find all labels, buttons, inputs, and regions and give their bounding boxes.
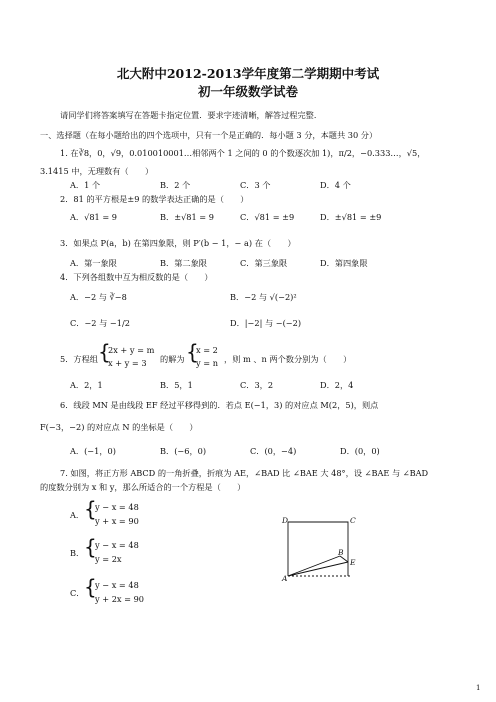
q4-option-c: C．−2 与 −1/2 [70, 318, 130, 328]
q7-option-c-label: C． [70, 588, 85, 598]
figure-label-d: D [282, 516, 289, 525]
q5-solution-line2: y = n [196, 358, 218, 368]
q2-option-b: B．±√81 = 9 [160, 212, 214, 222]
q7-option-c-eq1: y − x = 48 [95, 580, 139, 590]
question-5-mid: 的解为 [160, 354, 185, 364]
figure-label-c: C [350, 516, 356, 525]
page-number: 1 [476, 684, 481, 692]
q5-system-line1: 2x + y = m [108, 345, 155, 355]
question-5-prefix: 5．方程组 [60, 354, 98, 364]
figure-label-e: E [350, 558, 356, 567]
q6-option-a: A．(−1，0) [70, 446, 116, 456]
q5-system-line2: x + y = 3 [108, 358, 147, 368]
q7-option-c-eq2: y + 2x = 90 [95, 594, 145, 604]
question-4: 4．下列各组数中互为相反数的是（ ） [60, 272, 213, 282]
question-5-suffix: ，则 m 、n 两个数分别为（ ） [224, 354, 352, 364]
exam-title: 北大附中2012-2013学年度第二学期期中考试 [116, 66, 380, 81]
q4-option-a: A．−2 与 ∛−8 [70, 292, 127, 302]
q6-option-d: D．(0，0) [340, 446, 380, 456]
q7-option-b-eq2: y = 2x [95, 554, 122, 564]
q7-option-a-label: A． [70, 510, 85, 520]
q5-option-b: B．5，1 [160, 380, 193, 390]
question-2: 2．81 的平方根是±9 的数学表达正确的是（ ） [60, 194, 249, 204]
q4-option-d: D．|−2| 与 −(−2) [230, 318, 302, 328]
question-1-line2: 3.1415 中，无理数有（ ） [40, 166, 154, 176]
q2-option-c: C．√81 = ±9 [240, 212, 295, 222]
q2-option-a: A．√81 = 9 [70, 212, 118, 222]
q2-option-d: D．±√81 = ±9 [320, 212, 382, 222]
left-brace-icon: { [186, 340, 199, 364]
q6-option-b: B．(−6，0) [160, 446, 207, 456]
q3-option-b: B．第二象限 [160, 258, 207, 268]
q5-option-c: C．3，2 [240, 380, 274, 390]
left-brace-icon: { [98, 340, 111, 364]
q1-option-d: D．4 个 [320, 180, 351, 190]
question-7-line2: 的度数分别为 x 和 y，那么所适合的一个方程是（ ） [40, 482, 246, 492]
q3-option-c: C．第三象限 [240, 258, 288, 268]
instructions: 请同学们将答案填写在答题卡指定位置．要求字迹清晰，解答过程完整． [60, 110, 323, 120]
q5-solution-line1: x = 2 [196, 345, 218, 355]
question-6-line2: F(−3，−2) 的对应点 N 的坐标是（ ） [40, 422, 198, 432]
question-3: 3．如果点 P(a，b) 在第四象限，则 P′(b − 1，− a) 在（ ） [60, 238, 296, 248]
left-brace-icon: { [84, 535, 97, 559]
q1-option-c: C．3 个 [240, 180, 271, 190]
q7-option-a-eq1: y − x = 48 [95, 502, 139, 512]
q7-option-a-eq2: y + x = 90 [95, 516, 139, 526]
q7-option-b-eq1: y − x = 48 [95, 540, 139, 550]
exam-subtitle: 初一年级数学试卷 [197, 84, 298, 99]
q1-option-b: B．2 个 [160, 180, 191, 190]
q5-option-d: D．2，4 [320, 380, 354, 390]
q6-option-c: C．(0，−4) [250, 446, 297, 456]
q3-option-d: D．第四象限 [320, 258, 368, 268]
q4-option-b: B．−2 与 √(−2)² [230, 292, 297, 302]
square-fold-figure [278, 516, 368, 586]
section-heading: 一、选择题（在每小题给出的四个选项中，只有一个是正确的．每小题 3 分，本题共 30 分） [40, 130, 378, 140]
q5-option-a: A．2，1 [70, 380, 103, 390]
question-7-line1: 7. 如图，将正方形 ABCD 的一角折叠，折痕为 AE，∠BAD 比 ∠BAE 大 48°，设 ∠BAE 与 ∠BAD [60, 468, 429, 478]
left-brace-icon: { [84, 497, 97, 521]
figure-label-b: B [338, 548, 344, 557]
question-6-line1: 6．线段 MN 是由线段 EF 经过平移得到的．若点 E(−1，3) 的对应点 M(2，5)，则点 [60, 400, 379, 410]
q3-option-a: A．第一象限 [70, 258, 117, 268]
q7-option-b-label: B． [70, 548, 85, 558]
left-brace-icon: { [84, 575, 97, 599]
q1-option-a: A．1 个 [70, 180, 101, 190]
question-1-line1: 1. 在∛8，0，√9，0.010010001…相邻两个 1 之间的 0 的个数逐次加 1)，π/2，−0.333…，√5， [60, 148, 426, 158]
figure-label-a: A [282, 574, 288, 583]
